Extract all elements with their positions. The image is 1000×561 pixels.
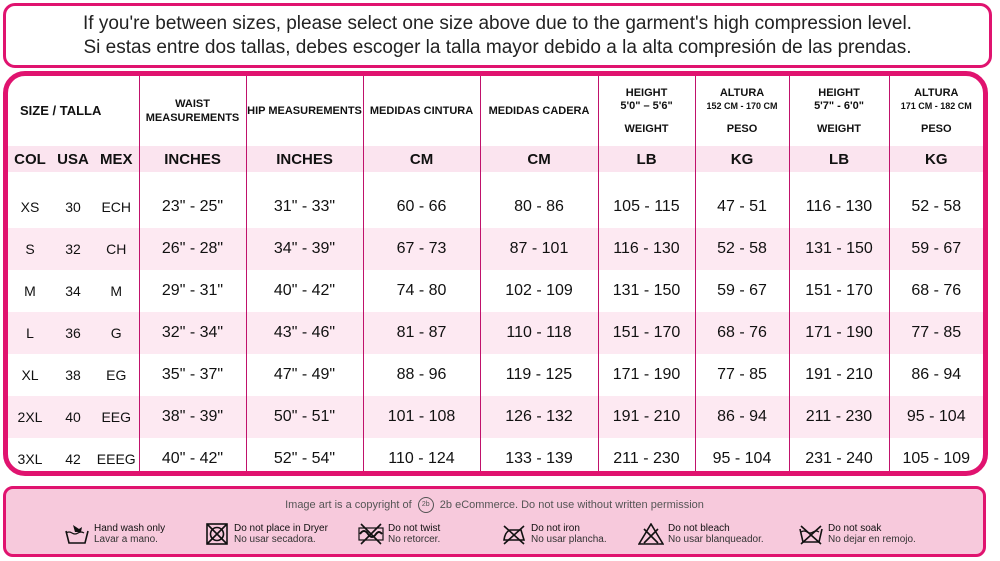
cell-weight2-lb: 171 - 190 [789, 312, 889, 354]
care-en: Do not iron [531, 523, 580, 534]
cadera-header: MEDIDAS CADERA [480, 76, 598, 146]
cell-waist: 40" - 42" [139, 438, 246, 476]
cell-cintura: 81 - 87 [363, 312, 480, 354]
cell-hip: 52" - 54" [246, 438, 363, 476]
hip-header: HIP MEASUREMENTS [246, 76, 363, 146]
table-row [8, 228, 983, 270]
height2-header [789, 76, 889, 146]
cell-col: XL [21, 367, 39, 383]
table-row [8, 312, 983, 354]
cell-waist: 35" - 37" [139, 354, 246, 396]
cell-usa: 30 [65, 199, 81, 215]
cell-usa: 38 [65, 367, 81, 383]
care-es: Lavar a mano. [94, 534, 158, 545]
height1-header [598, 76, 695, 146]
cell-peso2-kg: 86 - 94 [889, 354, 983, 396]
care-footer [3, 486, 986, 557]
size-header: SIZE / TALLA [20, 103, 102, 118]
cell-peso1-kg: 95 - 104 [695, 438, 789, 476]
cell-weight1-lb: 211 - 230 [598, 438, 695, 476]
cell-mex: ECH [101, 199, 132, 215]
cell-peso1-kg: 59 - 67 [695, 270, 789, 312]
altura1-range: 152 CM - 170 CM [706, 100, 778, 111]
cell-cintura: 88 - 96 [363, 354, 480, 396]
unit-weight1-lb: LB [598, 146, 695, 172]
cell-waist: 32" - 34" [139, 312, 246, 354]
cell-cintura: 101 - 108 [363, 396, 480, 438]
cell-weight2-lb: 191 - 210 [789, 354, 889, 396]
cell-cintura: 110 - 124 [363, 438, 480, 476]
cell-weight1-lb: 116 - 130 [598, 228, 695, 270]
care-hand-wash [64, 523, 165, 545]
altura2-header [889, 76, 983, 146]
table-row [8, 396, 983, 438]
no-iron-icon [501, 523, 527, 545]
cell-cadera: 119 - 125 [480, 354, 598, 396]
care-no-dryer [204, 523, 328, 545]
cell-col: 3XL [17, 451, 43, 467]
cell-peso2-kg: 77 - 85 [889, 312, 983, 354]
cell-peso1-kg: 86 - 94 [695, 396, 789, 438]
cell-waist: 23" - 25" [139, 186, 246, 228]
cell-mex: G [94, 312, 139, 354]
table-row [8, 354, 983, 396]
no-bleach-icon [638, 523, 664, 545]
table-row [8, 186, 983, 228]
hand-wash-icon [64, 523, 90, 545]
cell-usa: 32 [52, 228, 94, 270]
unit-hip-inches: INCHES [246, 146, 363, 172]
cell-waist: 26" - 28" [139, 228, 246, 270]
care-en: Hand wash only [94, 523, 166, 534]
cell-peso2-kg: 59 - 67 [889, 228, 983, 270]
unit-mex: MEX [94, 146, 139, 172]
unit-cadera-cm: CM [480, 146, 598, 172]
care-es: No usar blanqueador. [668, 534, 764, 545]
unit-peso2-kg: KG [889, 146, 983, 172]
no-soak-icon [798, 523, 824, 545]
cell-peso2-kg: 52 - 58 [889, 186, 983, 228]
cell-mex: EEG [94, 396, 139, 438]
cell-weight1-lb: 105 - 115 [598, 186, 695, 228]
cell-cadera: 133 - 139 [480, 438, 598, 476]
care-en: Do not soak [828, 523, 882, 534]
unit-waist-inches: INCHES [139, 146, 246, 172]
cell-weight2-lb: 151 - 170 [789, 270, 889, 312]
copyright-notice [6, 497, 983, 513]
cell-usa: 36 [52, 312, 94, 354]
unit-col: COL [8, 146, 52, 172]
care-no-bleach [638, 523, 764, 545]
cell-peso1-kg: 68 - 76 [695, 312, 789, 354]
altura2-label: ALTURA [914, 86, 959, 99]
cell-col: L [8, 312, 52, 354]
cell-hip: 43" - 46" [246, 312, 363, 354]
cell-weight2-lb: 231 - 240 [789, 438, 889, 476]
cell-hip: 31" - 33" [246, 186, 363, 228]
care-es: No retorcer. [388, 534, 441, 545]
cell-cadera: 87 - 101 [480, 228, 598, 270]
cell-col: XS [20, 199, 40, 215]
peso1-label: PESO [726, 122, 758, 135]
cell-usa: 40 [52, 396, 94, 438]
care-es: No dejar en remojo. [828, 534, 916, 545]
cell-usa: 42 [65, 451, 81, 467]
unit-peso1-kg: KG [695, 146, 789, 172]
cell-mex: M [110, 283, 123, 299]
care-no-iron [501, 523, 607, 545]
cell-cadera: 110 - 118 [480, 312, 598, 354]
care-en: Do not twist [388, 523, 441, 534]
altura1-label: ALTURA [719, 86, 765, 99]
cell-weight2-lb: 131 - 150 [789, 228, 889, 270]
brand-logo-icon: 2b [418, 497, 434, 513]
cell-peso2-kg: 105 - 109 [889, 438, 983, 476]
units-row [8, 146, 983, 172]
cell-mex: EG [106, 367, 127, 383]
cell-cintura: 60 - 66 [363, 186, 480, 228]
cell-hip: 40" - 42" [246, 270, 363, 312]
height2-label: HEIGHT [818, 86, 860, 99]
size-table [8, 76, 983, 186]
cell-waist: 38" - 39" [139, 396, 246, 438]
cell-weight1-lb: 171 - 190 [598, 354, 695, 396]
waist-header: WAIST MEASUREMENTS [139, 76, 246, 146]
cintura-header: MEDIDAS CINTURA [363, 76, 480, 146]
cell-peso1-kg: 77 - 85 [695, 354, 789, 396]
cell-hip: 50" - 51" [246, 396, 363, 438]
cell-mex: EEEG [96, 451, 136, 467]
cell-usa: 34 [65, 283, 81, 299]
cell-col: M [24, 283, 36, 299]
sizing-notice [3, 3, 992, 68]
cell-weight1-lb: 151 - 170 [598, 312, 695, 354]
cell-hip: 47" - 49" [246, 354, 363, 396]
care-no-soak [798, 523, 916, 545]
unit-cintura-cm: CM [363, 146, 480, 172]
care-no-twist [358, 523, 440, 545]
height2-range: 5'7" - 6'0" [814, 99, 864, 112]
notice-english: If you're between sizes, please select one size above due to the garment's high compression level. [83, 12, 912, 34]
weight2-label: WEIGHT [817, 122, 862, 135]
weight1-label: WEIGHT [624, 122, 669, 135]
cell-cintura: 67 - 73 [363, 228, 480, 270]
cell-col: 2XL [8, 396, 52, 438]
size-table-body [8, 186, 983, 476]
care-es: No usar plancha. [531, 534, 607, 545]
table-row [8, 270, 983, 312]
cell-cadera: 126 - 132 [480, 396, 598, 438]
size-chart [3, 71, 988, 476]
height1-range: 5'0" – 5'6" [620, 99, 673, 112]
cell-peso1-kg: 52 - 58 [695, 228, 789, 270]
care-en: Do not place in Dryer [234, 523, 328, 534]
unit-weight2-lb: LB [789, 146, 889, 172]
cell-cadera: 102 - 109 [480, 270, 598, 312]
cell-hip: 34" - 39" [246, 228, 363, 270]
no-dryer-icon [204, 523, 230, 545]
notice-spanish: Si estas entre dos tallas, debes escoger la talla mayor debido a la alta compresión de las prendas. [83, 36, 912, 58]
copyright-text: Image art is a copyright of [285, 498, 412, 511]
altura2-range: 171 CM - 182 CM [900, 100, 972, 111]
cell-mex: CH [94, 228, 139, 270]
no-twist-icon [358, 523, 384, 545]
height1-label: HEIGHT [625, 86, 668, 99]
altura1-header [695, 76, 789, 146]
cell-cadera: 80 - 86 [480, 186, 598, 228]
care-en: Do not bleach [668, 523, 730, 534]
cell-peso1-kg: 47 - 51 [695, 186, 789, 228]
cell-peso2-kg: 68 - 76 [889, 270, 983, 312]
cell-peso2-kg: 95 - 104 [889, 396, 983, 438]
peso2-label: PESO [920, 122, 952, 135]
cell-col: S [8, 228, 52, 270]
care-es: No usar secadora. [234, 534, 316, 545]
unit-usa: USA [52, 146, 94, 172]
cell-weight2-lb: 211 - 230 [789, 396, 889, 438]
cell-weight2-lb: 116 - 130 [789, 186, 889, 228]
copyright-text-2: 2b eCommerce. Do not use without written permission [439, 498, 704, 511]
cell-weight1-lb: 131 - 150 [598, 270, 695, 312]
table-row [8, 438, 983, 476]
cell-cintura: 74 - 80 [363, 270, 480, 312]
cell-weight1-lb: 191 - 210 [598, 396, 695, 438]
cell-waist: 29" - 31" [139, 270, 246, 312]
